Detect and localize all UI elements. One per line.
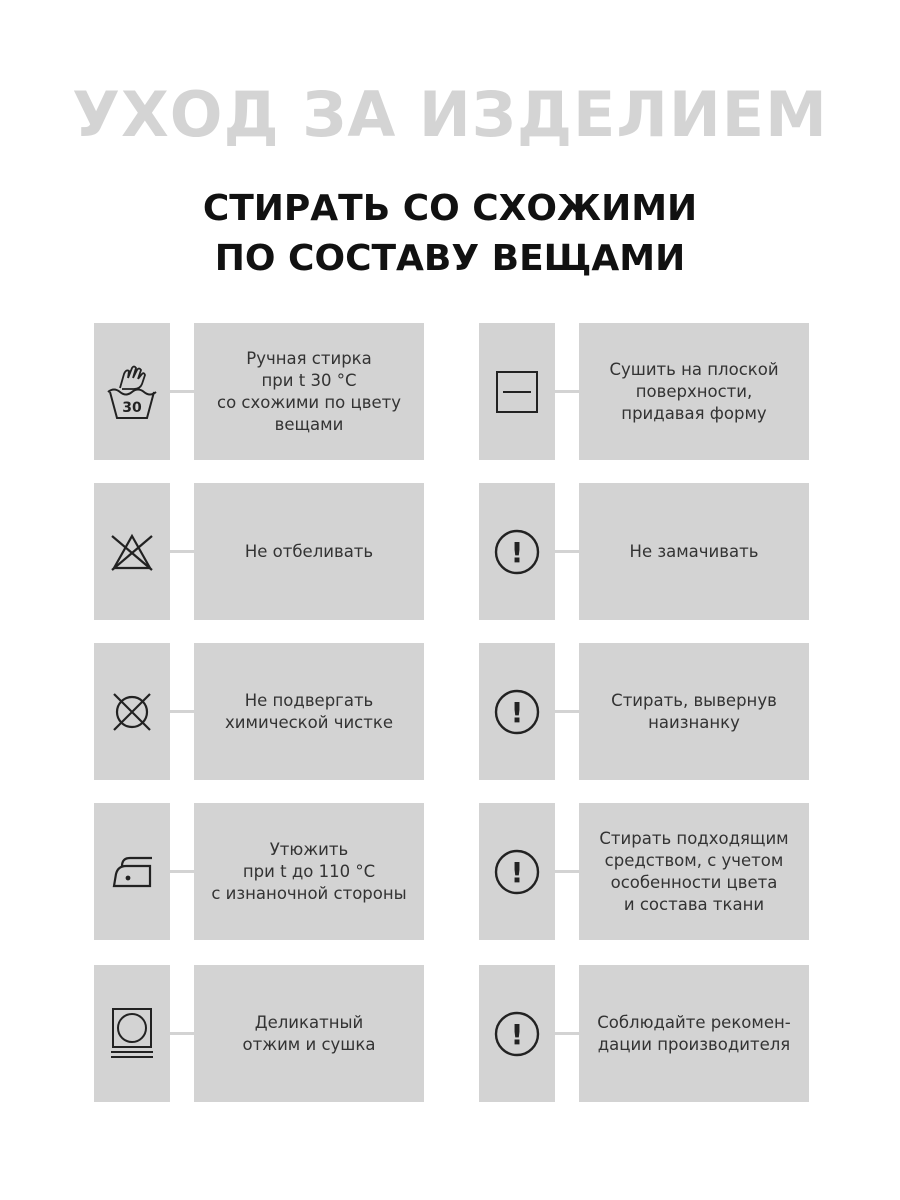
exclamation-icon — [492, 847, 542, 897]
page-subtitle — [0, 184, 900, 284]
care-text-line: Деликатный — [254, 1012, 364, 1032]
care-text-line: отжим и сушка — [242, 1034, 376, 1054]
care-item-no-soak — [479, 483, 811, 620]
care-item-no-bleach — [94, 483, 426, 620]
care-text — [194, 803, 424, 940]
exclamation-mark: ! — [510, 855, 524, 889]
no-bleach-icon — [106, 530, 158, 574]
exclamation-mark: ! — [510, 535, 524, 569]
care-item-suitable-detergent — [479, 803, 811, 940]
subtitle-line-2: ПО СОСТАВУ ВЕЩАМИ — [214, 238, 686, 279]
connector-line — [555, 390, 579, 393]
icon-box — [479, 965, 555, 1102]
subtitle-line-1: СТИРАТЬ СО СХОЖИМИ — [202, 188, 698, 229]
connector-line — [170, 710, 194, 713]
care-text — [194, 483, 424, 620]
dry-flat-icon — [494, 369, 540, 415]
care-text-line: Стирать, вывернув — [611, 690, 777, 710]
icon-box — [479, 483, 555, 620]
icon-box — [479, 643, 555, 780]
care-text — [579, 965, 809, 1102]
care-text-line: Утюжить — [269, 839, 349, 859]
care-item-gentle-dry — [94, 965, 426, 1102]
care-item-dry-flat — [479, 323, 811, 460]
icon-box — [94, 965, 170, 1102]
care-text-line: при t 30 °C — [261, 370, 357, 390]
care-text-line: дации производителя — [597, 1034, 791, 1054]
exclamation-icon — [492, 687, 542, 737]
care-text-line: химической чистке — [225, 712, 393, 732]
care-text-line: придавая форму — [621, 403, 767, 423]
icon-box — [94, 323, 170, 460]
care-item-manufacturer-recommendations — [479, 965, 811, 1102]
care-text-line: с изнаночной стороны — [211, 883, 407, 903]
care-item-inside-out — [479, 643, 811, 780]
care-text-line: при t до 110 °C — [242, 861, 376, 881]
care-text-line: средством, с учетом — [604, 850, 784, 870]
icon-box — [94, 803, 170, 940]
care-text — [579, 803, 809, 940]
care-text-line: наизнанку — [648, 712, 740, 732]
care-text-line: Сушить на плоской — [609, 359, 779, 379]
care-item-no-dry-clean — [94, 643, 426, 780]
icon-box — [479, 323, 555, 460]
connector-line — [170, 550, 194, 553]
connector-line — [555, 1032, 579, 1035]
care-text-line: и состава ткани — [623, 894, 765, 914]
icon-box — [479, 803, 555, 940]
care-text-line: Не подвергать — [244, 690, 374, 710]
care-text-line: особенности цвета — [610, 872, 778, 892]
connector-line — [170, 1032, 194, 1035]
care-text-line: Соблюдайте рекомен- — [597, 1012, 791, 1032]
care-text — [194, 965, 424, 1102]
care-text-line: Не отбеливать — [244, 541, 374, 561]
iron-icon — [106, 852, 158, 892]
care-text-line: Не замачивать — [629, 541, 759, 561]
connector-line — [170, 390, 194, 393]
gentle-tumble-dry-icon — [107, 1005, 157, 1063]
care-text-line: вещами — [274, 414, 344, 434]
connector-line — [555, 710, 579, 713]
connector-line — [555, 870, 579, 873]
care-text-line: Стирать подходящим — [599, 828, 789, 848]
icon-box — [94, 643, 170, 780]
care-item-iron — [94, 803, 426, 940]
exclamation-icon — [492, 1009, 542, 1059]
connector-line — [555, 550, 579, 553]
care-text-line: со схожими по цвету — [217, 392, 401, 412]
care-item-hand-wash — [94, 323, 426, 460]
care-text-line: Ручная стирка — [246, 348, 372, 368]
care-text — [579, 643, 809, 780]
hand-wash-30-icon — [104, 362, 160, 422]
wash-temperature-label: 30 — [122, 399, 142, 416]
care-text — [579, 323, 809, 460]
no-dry-clean-icon — [107, 687, 157, 737]
connector-line — [170, 870, 194, 873]
icon-box — [94, 483, 170, 620]
care-text — [194, 643, 424, 780]
exclamation-mark: ! — [510, 695, 524, 729]
care-text — [579, 483, 809, 620]
care-text — [194, 323, 424, 460]
page-title: УХОД ЗА ИЗДЕЛИЕМ — [72, 78, 828, 151]
exclamation-icon — [492, 527, 542, 577]
care-text-line: поверхности, — [635, 381, 753, 401]
exclamation-mark: ! — [510, 1017, 524, 1051]
